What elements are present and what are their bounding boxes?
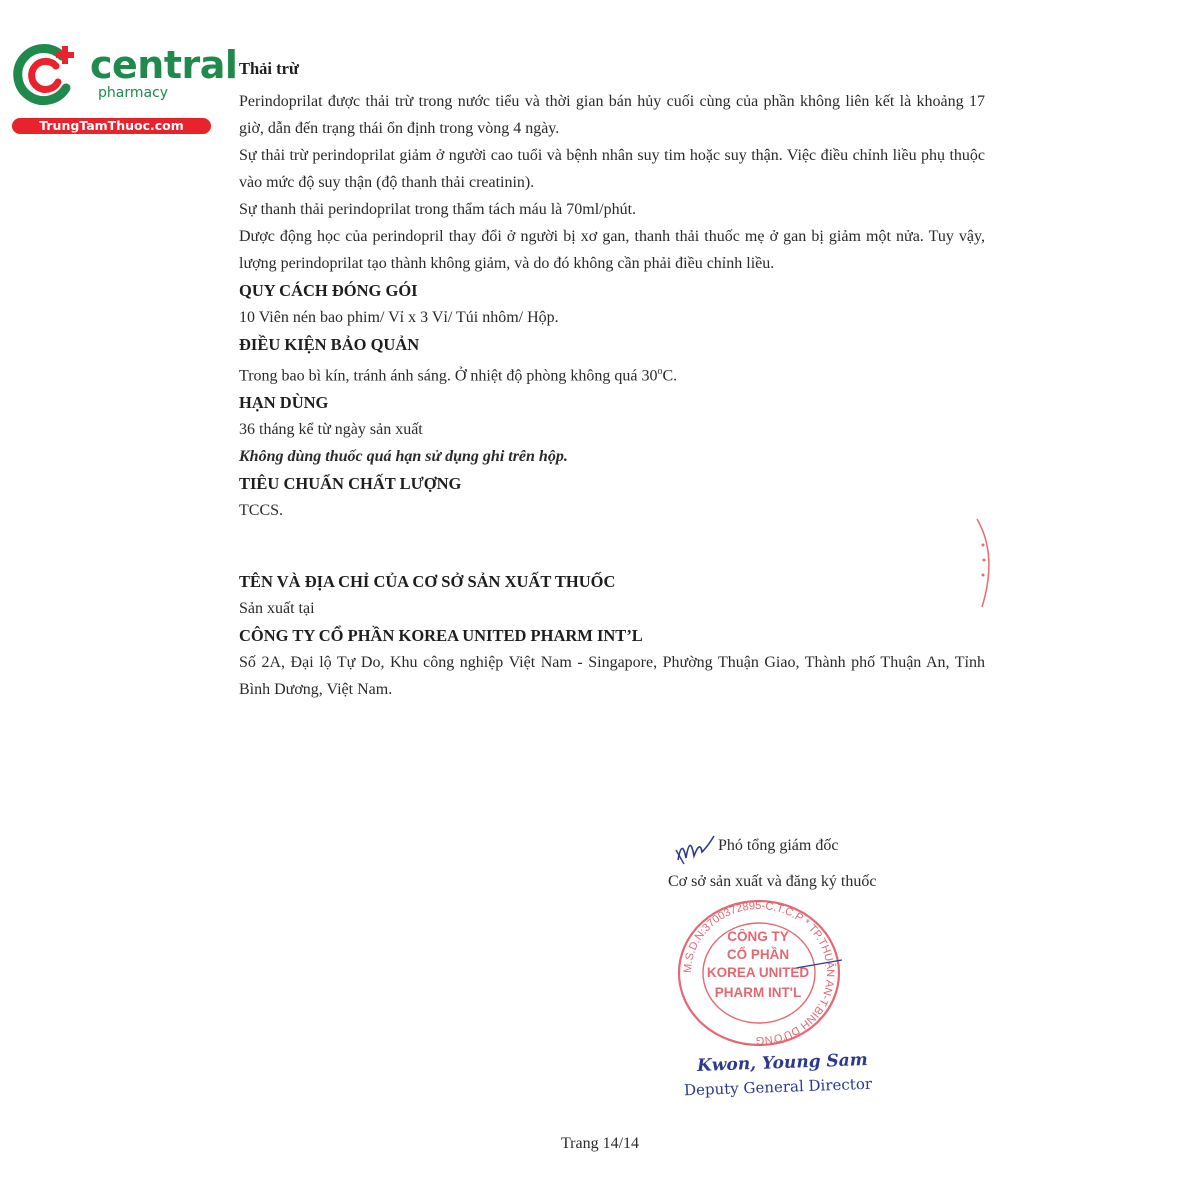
heading-manufacturer: TÊN VÀ ĐỊA CHỈ CỦA CƠ SỞ SẢN XUẤT THUỐC [239,572,616,592]
stamp-line-3: KOREA UNITED [706,965,810,980]
stamp-line-2: CỔ PHẦN [726,947,790,962]
quality-text: TCCS. [239,502,284,520]
pharmacy-logo-icon [10,38,86,114]
packaging-text: 10 Viên nén bao phim/ Vỉ x 3 Vỉ/ Túi nhôm/ Hộp. [239,309,559,326]
signature-role: Phó tổng giám đốc [718,837,839,854]
expiry-text: 36 tháng kể từ ngày sản xuất [239,421,423,439]
paragraph-thai-tru-4: Dược động học của perindopril thay đổi ở người bị xơ gan, thanh thải thuốc mẹ ở gan bị giảm một nửa. Tuy vậy, lượng perindoprilat tạo thành không giảm, và do đó không cần phải điều chỉnh liều. [239,228,985,272]
logo-brand-sub: pharmacy [98,85,169,101]
logo-website-link[interactable]: TrungTamThuoc.com [12,118,211,134]
partial-stamp-mark-icon [972,515,1002,610]
storage-text [239,358,985,389]
heading-packaging: QUY CÁCH ĐÓNG GÓI [239,281,418,300]
central-pharmacy-logo [10,38,238,136]
storage-degree-symbol: o [657,366,663,377]
storage-unit: C. [662,367,678,385]
paragraph-thai-tru-2: Sự thải trừ perindoprilat giảm ở người cao tuổi và bệnh nhân suy tim hoặc suy thận. Việc điều chỉnh liều phụ thuộc vào mức độ suy thận (độ thanh thải creatinin). [239,147,985,191]
stamp-line-1: CÔNG TY [727,929,789,944]
heading-thai-tru: Thải trừ [239,59,299,78]
page-number: Trang 14/14 [560,1135,640,1152]
storage-text-main: Trong bao bì kín, tránh ánh sáng. Ở nhiệt độ phòng không quá 30 [239,367,658,385]
stamp-ring-text: M.S.D.N:3700372895-C.T.C.P * TP.THUẬN AN-T.BÌNH DƯƠNG [681,899,837,1047]
heading-expiry: HẠN DÙNG [239,393,329,413]
signer-title: Deputy General Director [683,1074,873,1100]
paragraph-thai-tru-3: Sự thanh thải perindoprilat trong thẩm tách máu là 70ml/phút. [239,201,637,218]
stamp-line-4: PHARM INT'L [714,985,802,1000]
logo-brand-name: central [90,43,238,87]
signature-org: Cơ sở sản xuất và đăng ký thuốc [668,873,877,890]
manufacturer-company: CÔNG TY CỔ PHẦN KOREA UNITED PHARM INT’L [239,626,643,646]
heading-storage: ĐIỀU KIỆN BẢO QUẢN [239,335,420,354]
document-body [239,55,985,703]
manufacturer-made-at: Sản xuất tại [239,600,315,618]
manufacturer-address: Số 2A, Đại lộ Tự Do, Khu công nghiệp Việt Nam - Singapore, Phường Thuận Giao, Thành phố Thuận An, Tỉnh Bình Dương, Việt Nam. [239,654,985,699]
heading-quality: TIÊU CHUẨN CHẤT LƯỢNG [239,474,462,494]
stamp-company-text [693,927,823,1003]
paragraph-thai-tru-1: Perindoprilat được thải trừ trong nước tiểu và thời gian bán hủy cuối cùng của phần không liên kết là khoảng 17 giờ, dẫn đến trạng thái ổn định trong vòng 4 ngày. [239,93,985,137]
signature-block [668,828,968,900]
expiry-warning: Không dùng thuốc quá hạn sử dụng ghi trên hộp. [239,448,568,466]
signer-name: Kwon, Young Sam [696,1050,869,1076]
